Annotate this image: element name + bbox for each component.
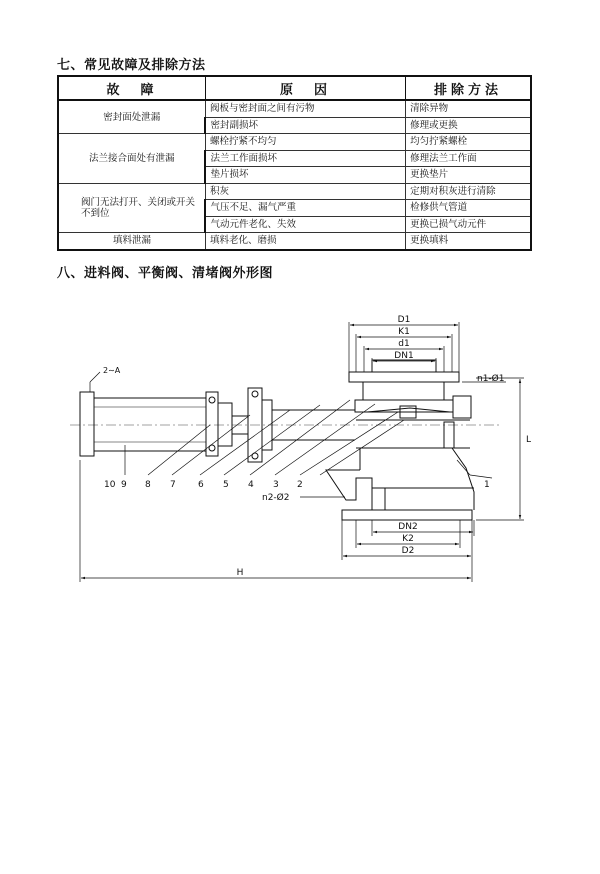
cause-cell: 螺栓拧紧不均匀: [205, 134, 405, 151]
part-label-2: 2: [297, 480, 303, 490]
view-label: 2∼A: [103, 366, 121, 375]
fault-cell: 填料泄漏: [58, 233, 205, 250]
remedy-cell: 均匀拧紧螺栓: [406, 134, 531, 151]
remedy-cell: 修理法兰工作面: [406, 150, 531, 167]
part-label-3: 3: [273, 480, 279, 490]
fault-cell: 法兰接合面处有泄漏: [58, 134, 205, 184]
fault-cell: 阀门无法打开、关闭或开关不到位: [58, 183, 205, 233]
part-label-8: 8: [145, 480, 151, 490]
dim-d1: d1: [398, 339, 410, 349]
dimension-lines: [80, 322, 524, 582]
remedy-cell: 更换已损气动元件: [406, 216, 531, 233]
remedy-cell: 清除异物: [406, 100, 531, 117]
remedy-cell: 定期对积灰进行清除: [406, 183, 531, 200]
dim-K2: K2: [402, 534, 414, 544]
cause-cell: 填料老化、磨损: [205, 233, 405, 250]
cause-cell: 气压不足、漏气严重: [205, 200, 405, 217]
dim-n1: n1-Ø1: [477, 374, 505, 384]
dim-DN2: DN2: [398, 522, 418, 532]
part-label-5: 5: [223, 480, 229, 490]
part-label-9: 9: [121, 480, 127, 490]
cause-cell: 气动元件老化、失效: [205, 216, 405, 233]
part-label-4: 4: [248, 480, 254, 490]
header-remedy: 排除方法: [406, 76, 531, 100]
header-fault: 故 障: [58, 76, 205, 100]
remedy-cell: 更换垫片: [406, 167, 531, 184]
dim-H: H: [236, 568, 244, 578]
cause-cell: 垫片损坏: [205, 167, 405, 184]
cause-cell: 积灰: [205, 183, 405, 200]
header-cause: 原 因: [205, 76, 405, 100]
cause-cell: 阀板与密封面之间有污物: [205, 100, 405, 117]
cause-cell: 密封副损坏: [205, 117, 405, 134]
part-label-7: 7: [170, 480, 176, 490]
part-label-1: 1: [484, 480, 490, 490]
part-label-6: 6: [198, 480, 204, 490]
dim-D1: D1: [397, 315, 411, 325]
dimension-labels: [103, 315, 531, 578]
fault-cell: 密封面处泄漏: [58, 100, 205, 134]
part-label-10: 10: [104, 480, 116, 490]
remedy-cell: 更换填料: [406, 233, 531, 250]
dim-n2: n2-Ø2: [262, 493, 290, 503]
dim-K1: K1: [398, 327, 410, 337]
dim-D2: D2: [401, 546, 415, 556]
dim-L: L: [526, 435, 532, 445]
cause-cell: 法兰工作面损坏: [205, 150, 405, 167]
remedy-cell: 修理或更换: [406, 117, 531, 134]
remedy-cell: 检修供气管道: [406, 200, 531, 217]
section-7-title: 七、常见故障及排除方法: [57, 58, 206, 73]
section-8-title: 八、进料阀、平衡阀、清堵阀外形图: [57, 266, 274, 281]
dim-DN1: DN1: [394, 351, 414, 361]
